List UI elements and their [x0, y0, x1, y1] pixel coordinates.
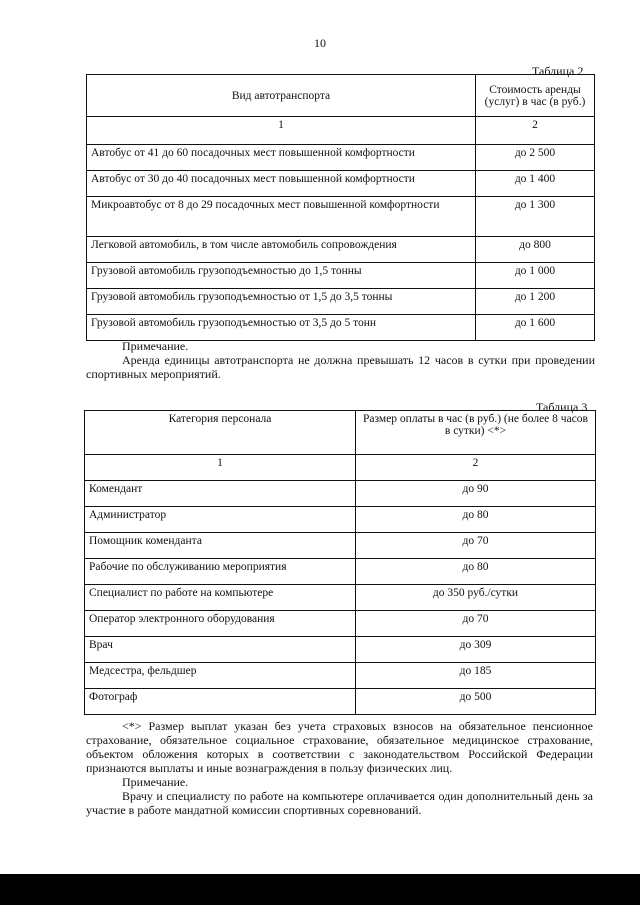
- table3-header-pay: Размер оплаты в час (в руб.) (не более 8 часов в сутки) <*>: [356, 411, 596, 455]
- table-row: [87, 171, 595, 197]
- vehicle-cost: до 1 400: [476, 171, 595, 197]
- table-row: [85, 585, 596, 611]
- table-row: [85, 533, 596, 559]
- staff-pay: до 70: [356, 611, 596, 637]
- table-row: [85, 689, 596, 715]
- staff-pay: до 80: [356, 559, 596, 585]
- staff-pay: до 185: [356, 663, 596, 689]
- table-row: [85, 507, 596, 533]
- note2-text: Врачу и специалисту по работе на компьютере оплачивается один дополнительный день за участие в работе мандатной комиссии спортивных соревнований.: [86, 789, 593, 817]
- footnote-block: [86, 719, 593, 817]
- table-row: [87, 263, 595, 289]
- vehicle-name: Грузовой автомобиль грузоподъемностью до 1,5 тонны: [87, 263, 476, 289]
- table-row: [85, 611, 596, 637]
- table-row: [85, 663, 596, 689]
- vehicle-name: Микроавтобус от 8 до 29 посадочных мест повышенной комфортности: [87, 197, 476, 237]
- table2: [86, 74, 595, 341]
- table2-colnum-2: 2: [476, 117, 595, 145]
- vehicle-name: Легковой автомобиль, в том числе автомобиль сопровождения: [87, 237, 476, 263]
- table-row: [87, 145, 595, 171]
- vehicle-name: Автобус от 41 до 60 посадочных мест повышенной комфортности: [87, 145, 476, 171]
- table3-caption: Таблица 3: [536, 400, 588, 414]
- table-row: [87, 315, 595, 341]
- note1: [86, 339, 595, 381]
- staff-pay: до 309: [356, 637, 596, 663]
- vehicle-cost: до 2 500: [476, 145, 595, 171]
- staff-pay: до 350 руб./сутки: [356, 585, 596, 611]
- table3-colnum-1: 1: [85, 455, 356, 481]
- table-row: [85, 559, 596, 585]
- staff-category: Медсестра, фельдшер: [85, 663, 356, 689]
- table2-header-vehicle: Вид автотранспорта: [87, 75, 476, 117]
- staff-category: Оператор электронного оборудования: [85, 611, 356, 637]
- note2-title: Примечание.: [122, 775, 189, 789]
- table-row: [85, 481, 596, 507]
- staff-category: Рабочие по обслуживанию мероприятия: [85, 559, 356, 585]
- note1-text: Аренда единицы автотранспорта не должна превышать 12 часов в сутки при проведении спортивных мероприятий.: [86, 353, 595, 381]
- table-row: [85, 637, 596, 663]
- staff-category: Помощник коменданта: [85, 533, 356, 559]
- staff-category: Фотограф: [85, 689, 356, 715]
- vehicle-cost: до 1 300: [476, 197, 595, 237]
- note1-title: Примечание.: [122, 339, 189, 353]
- staff-category: Врач: [85, 637, 356, 663]
- vehicle-cost: до 1 000: [476, 263, 595, 289]
- table3-header-category: Категория персонала: [85, 411, 356, 455]
- page-number: 10: [314, 36, 326, 50]
- table-row: [87, 237, 595, 263]
- table3: [84, 410, 596, 715]
- table2-caption: Таблица 2: [532, 64, 584, 78]
- staff-pay: до 500: [356, 689, 596, 715]
- footnote-text: <*> Размер выплат указан без учета страховых взносов на обязательное пенсионное страхование, обязательное социальное страхование, обязательное медицинское страхование, объектом обложения которых в соответствии с законодательством Российской Федерации признаются выплаты и иные вознаграждения в пользу физических лиц.: [86, 719, 593, 775]
- table-row: [87, 197, 595, 237]
- staff-pay: до 90: [356, 481, 596, 507]
- vehicle-name: Грузовой автомобиль грузоподъемностью от 1,5 до 3,5 тонны: [87, 289, 476, 315]
- vehicle-name: Грузовой автомобиль грузоподъемностью от 3,5 до 5 тонн: [87, 315, 476, 341]
- staff-category: Специалист по работе на компьютере: [85, 585, 356, 611]
- staff-category: Администратор: [85, 507, 356, 533]
- vehicle-name: Автобус от 30 до 40 посадочных мест повышенной комфортности: [87, 171, 476, 197]
- table2-header-cost: Стоимость аренды (услуг) в час (в руб.): [476, 75, 595, 117]
- vehicle-cost: до 800: [476, 237, 595, 263]
- staff-pay: до 80: [356, 507, 596, 533]
- staff-category: Комендант: [85, 481, 356, 507]
- vehicle-cost: до 1 200: [476, 289, 595, 315]
- table2-colnum-1: 1: [87, 117, 476, 145]
- scan-border: [0, 874, 640, 905]
- table3-colnum-2: 2: [356, 455, 596, 481]
- table-row: [87, 289, 595, 315]
- vehicle-cost: до 1 600: [476, 315, 595, 341]
- staff-pay: до 70: [356, 533, 596, 559]
